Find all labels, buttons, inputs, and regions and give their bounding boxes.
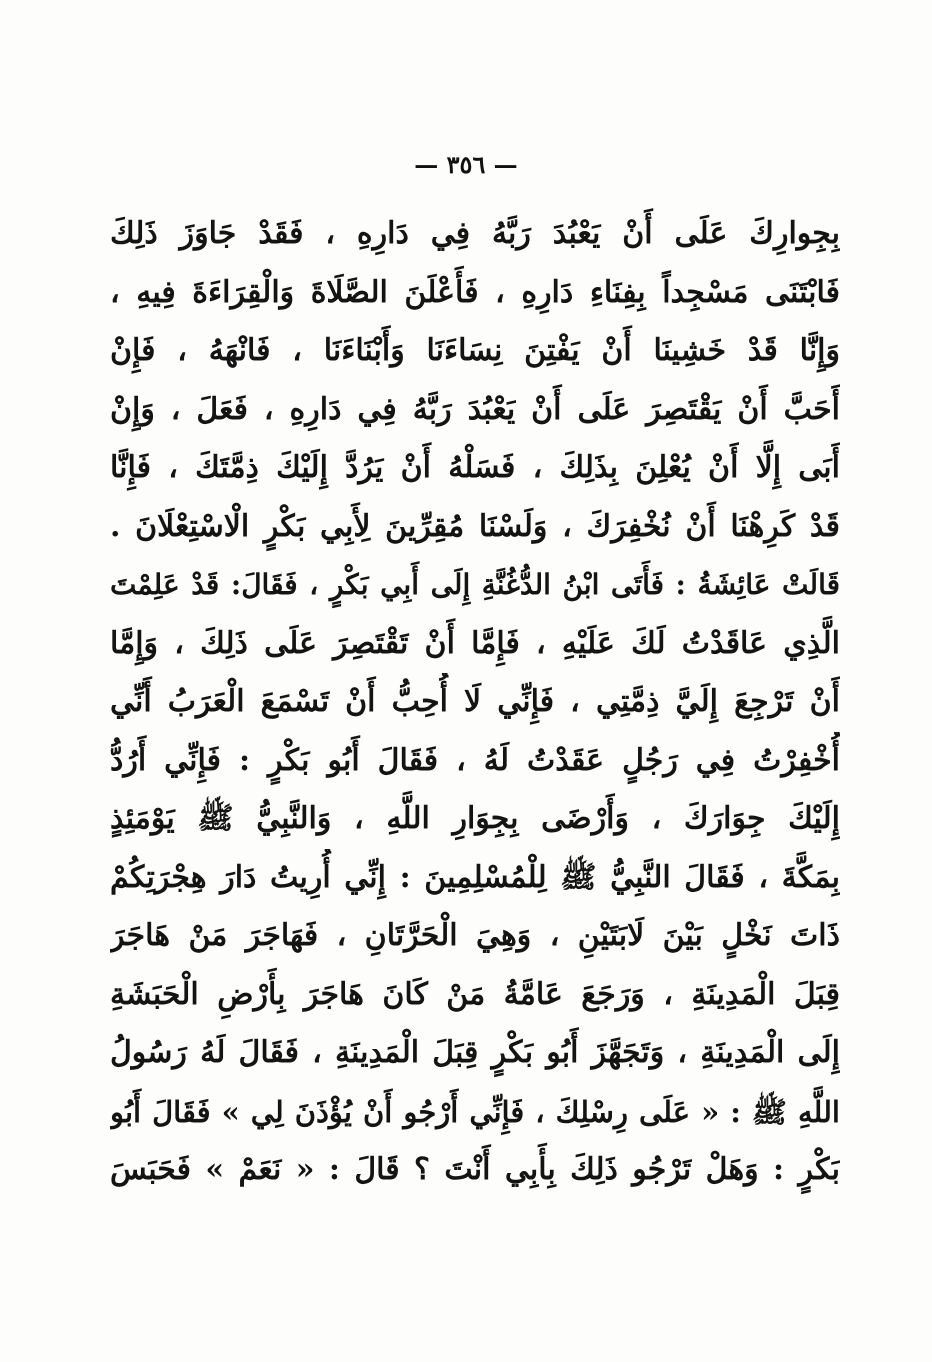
- text-line: بَكْرٍ : وَهَلْ تَرْجُو ذَلِكَ بِأَبِي أَنْتَ ؟ قَالَ : « نَعَمْ » فَحَبَسَ: [110, 1152, 840, 1187]
- text-line: قِبَلَ الْمَدِينَةِ ، وَرَجَعَ عَامَّةُ مَنْ كَانَ هَاجَرَ بِأَرْضِ الْحَبَشَةِ: [110, 976, 840, 1012]
- text-line: اللَّهِ ﷺ : « عَلَى رِسْلِكَ ، فَإِنِّي أَرْجُو أَنْ يُؤْذَنَ لِي » فَقَالَ أَبُو: [110, 1094, 840, 1129]
- text-line: قَدْ كَرِهْنَا أَنْ نُخْفِرَكَ ، وَلَسْنَا مُقِرِّينَ لِأَبِي بَكْرٍ الْاسْتِعْلَانَ .: [110, 508, 840, 544]
- text-line: بِجِوارِكَ عَلَى أَنْ يَعْبُدَ رَبَّهُ فِي دَارِهِ ، فَقَدْ جَاوَزَ ذَلِكَ: [110, 216, 840, 251]
- text-line: إِلَى الْمَدِينَةِ ، وَتَجَهَّزَ أَبُو بَكْرٍ قِبَلَ الْمَدِينَةِ ، فَقَالَ لَهُ رَسُولُ: [110, 1035, 840, 1070]
- text-line: أُخْفِرْتُ فِي رَجُلٍ عَقَدْتُ لَهُ ، فَقَالَ أَبُو بَكْرٍ : فَإِنِّي أَرُدُّ: [110, 742, 840, 778]
- text-line: ذَاتَ نَخْلٍ بَيْنَ لَابَتَيْنِ ، وَهِيَ الْحَرَّتَانِ ، فَهَاجَرَ مَنْ هَاجَرَ: [110, 918, 840, 953]
- text-line: إِلَيْكَ جِوَارَكَ ، وَأَرْضَى بِجِوَارِ اللَّهِ ، وَالنَّبِيُّ ﷺ يَوْمَئِذٍ: [110, 801, 840, 836]
- text-line: فَابْتَنَى مَسْجِداً بِفِنَاءِ دَارِهِ ، فَأَعْلَنَ الصَّلَاةَ وَالْقِرَاءَةَ فِيهِ ،: [110, 274, 840, 310]
- page-number: — ٣٥٦ —: [414, 150, 518, 179]
- text-line: وَإِنَّا قَدْ خَشِينَا أَنْ يَفْتِنَ نِسَاءَنَا وَأَبْنَاءَنَا ، فَانْهَهُ ، فَإِنْ: [110, 333, 840, 368]
- text-line: الَّذِي عَاقَدْتُ لَكَ عَلَيْهِ ، فَإِمَّا أَنْ تَقْتَصِرَ عَلَى ذَلِكَ ، وَإِمَّا: [110, 625, 840, 661]
- text-line: أَبَى إِلَّا أَنْ يُعْلِنَ بِذَلِكَ ، فَسَلْهُ أَنْ يَرُدَّ إِلَيْكَ ذِمَّتَكَ ، فَإِنَّا: [110, 450, 840, 485]
- body-text: [110, 205, 840, 1200]
- text-line: أَنْ تَرْجِعَ إِلَيَّ ذِمَّتِي ، فَإِنِّي لَا أُحِبُّ أَنْ تَسْمَعَ الْعَرَبُ أَنِّي: [110, 684, 840, 719]
- text-line: بِمَكَّةَ ، فَقَالَ النَّبِيُّ ﷺ لِلْمُسْلِمِينَ : إِنِّي أُرِيتُ دَارَ هِجْرَتِكُمْ: [110, 859, 840, 895]
- text-line: أَحَبَّ أَنْ يَقْتَصِرَ عَلَى أَنْ يَعْبُدَ رَبَّهُ فِي دَارِهِ ، فَعَلَ ، وَإِنْ: [110, 391, 840, 427]
- text-line: قَالَتْ عَائِشَةُ : فَأَتَى ابْنُ الدُّغُنَّةِ إِلَى أَبِي بَكْرٍ ، فَقَالَ: قَدْ عَلِمْتَ: [110, 568, 840, 601]
